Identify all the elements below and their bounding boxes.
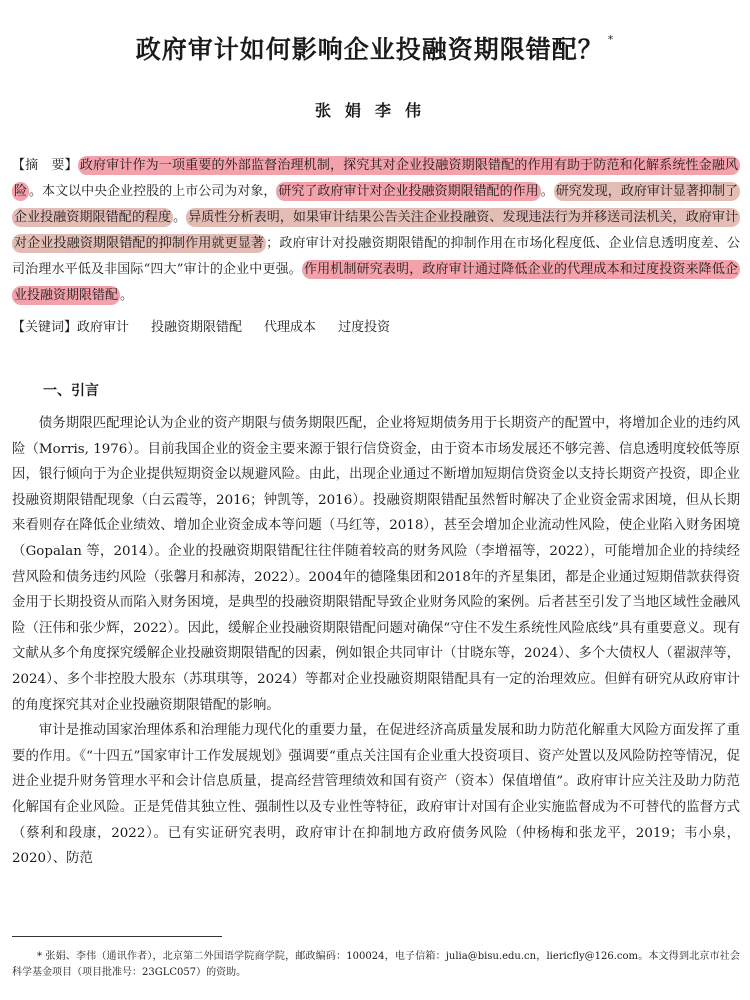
abstract-highlight-4: 异质性分析表明，如果审计结果公告关注企业投融资、发现违法行为并移送司法机关，政府审计对企业投融资期限错配的抑制作用就更显著 [14, 210, 738, 251]
abstract-text-5: 。 [120, 288, 134, 303]
abstract-text-2: 。 [540, 184, 554, 199]
keywords-label: 【关键词】 [12, 320, 78, 335]
abstract-highlight-3: 研究发现，政府审计显著抑制了企业投融资期限错配的程度 [14, 184, 738, 225]
abstract-text-4: ；政府审计对投融资期限错配的抑制作用在市场化程度低、企业信息透明度差、公司治理水平低及非国际“四大”审计的企业中更强。 [12, 236, 740, 277]
footnote-divider [12, 936, 222, 937]
authors: 张娟李伟 [314, 101, 435, 120]
keyword-item: 代理成本 [264, 320, 317, 335]
keyword-item: 投融资期限错配 [151, 320, 243, 335]
keyword-item: 过度投资 [338, 320, 391, 335]
abstract-text-3: 。 [173, 210, 187, 225]
abstract [12, 153, 740, 309]
title-text: 政府审计如何影响企业投融资期限错配？ [135, 35, 604, 64]
paragraph-1: 债务期限匹配理论认为企业的资产期限与债务期限匹配，企业将短期债务用于长期资产的配置中，将增加企业的违约风险（Morris, 1976）。目前我国企业的资金主要来源于银行信贷资金，由于资本市场发展还不够完善、信息透明度较低等原因，银行倾向于为企业提供短期资金以规避风险。由此，出现企业通过不断增加短期信贷资金以支持长期资产投资，即企业投融资期限错配现象（白云霞等，2016；钟凯等，2016）。投融资期限错配虽然暂时解决了企业资金需求困境，但从长期来看则存在降低企业绩效、增加企业资金成本等问题（马红等，2018），甚至会增加企业流动性风险，使企业陷入财务困境（Gopalan 等，2014）。企业的投融资期限错配往往伴随着较高的财务风险（李增福等，2022），可能增加企业的持续经营风险和债务违约风险（张馨月和郝涛，2022）。2004年的德隆集团和2018年的齐星集团，都是企业通过短期借款获得资金用于长期投资从而陷入财务困境，是典型的投融资期限错配导致企业财务风险的案例。后者甚至引发了当地区域性金融风险（汪伟和张少辉，2022）。因此，缓解企业投融资期限错配问题对确保“守住不发生系统性风险底线”具有重要意义。现有文献从多个角度探究缓解企业投融资期限错配的因素，例如银企共同审计（甘晓东等，2024）、多个大债权人（翟淑萍等，2024）、多个非控股大股东（苏琪琪等，2024）等都对企业投融资期限错配具有一定的治理效应。但鲜有研究从政府审计的角度探究其对企业投融资期限错配的影响。 [12, 416, 740, 713]
paper-title [0, 30, 750, 66]
abstract-text-1: 。本文以中央企业控股的上市公司为对象， [29, 184, 277, 199]
abstract-highlight-5: 作用机制研究表明，政府审计通过降低企业的代理成本和过度投资来降低企业投融资期限错配 [14, 262, 738, 303]
paragraph-2: 审计是推动国家治理体系和治理能力现代化的重要力量，在促进经济高质量发展和助力防范化解重大风险方面发挥了重要的作用。《“十四五”国家审计工作发展规划》强调要“重点关注国有企业重大投资项目、资产处置以及风险防控等情况，促进企业提升财务管理水平和会计信息质量，提高经营管理绩效和国有资产（资本）保值增值”。政府审计应关注及助力防范化解国有企业风险。正是凭借其独立性、强制性以及专业性等特征，政府审计对国有企业实施监督成为不可替代的监督方式（蔡利和段康，2022）。已有实证研究表明，政府审计在抑制地方政府债务风险（仲杨梅和张龙平，2019；韦小泉，2020）、防范 [12, 723, 740, 867]
abstract-highlight-2: 研究了政府审计对企业投融资期限错配的作用 [278, 184, 539, 199]
title-footnote-mark: * [607, 32, 615, 46]
abstract-highlight-1: 政府审计作为一项重要的外部监督治理机制，探究其对企业投融资期限错配的作用有助于防范和化解系统性金融风险 [14, 158, 738, 199]
section-heading-intro: 一、引言 [43, 383, 99, 399]
body-text [12, 411, 740, 872]
keywords [12, 318, 740, 338]
abstract-label: 【摘 要】 [12, 158, 78, 173]
keyword-item: 政府审计 [77, 320, 130, 335]
footnote: * 张娟、李伟（通讯作者），北京第二外国语学院商学院，邮政编码：100024，电子信箱：julia@bisu.edu.cn，liericfly@126.com。本文得到北京市社会科学基金项目（项目批准号：23GLC057）的资助。 [12, 951, 740, 978]
